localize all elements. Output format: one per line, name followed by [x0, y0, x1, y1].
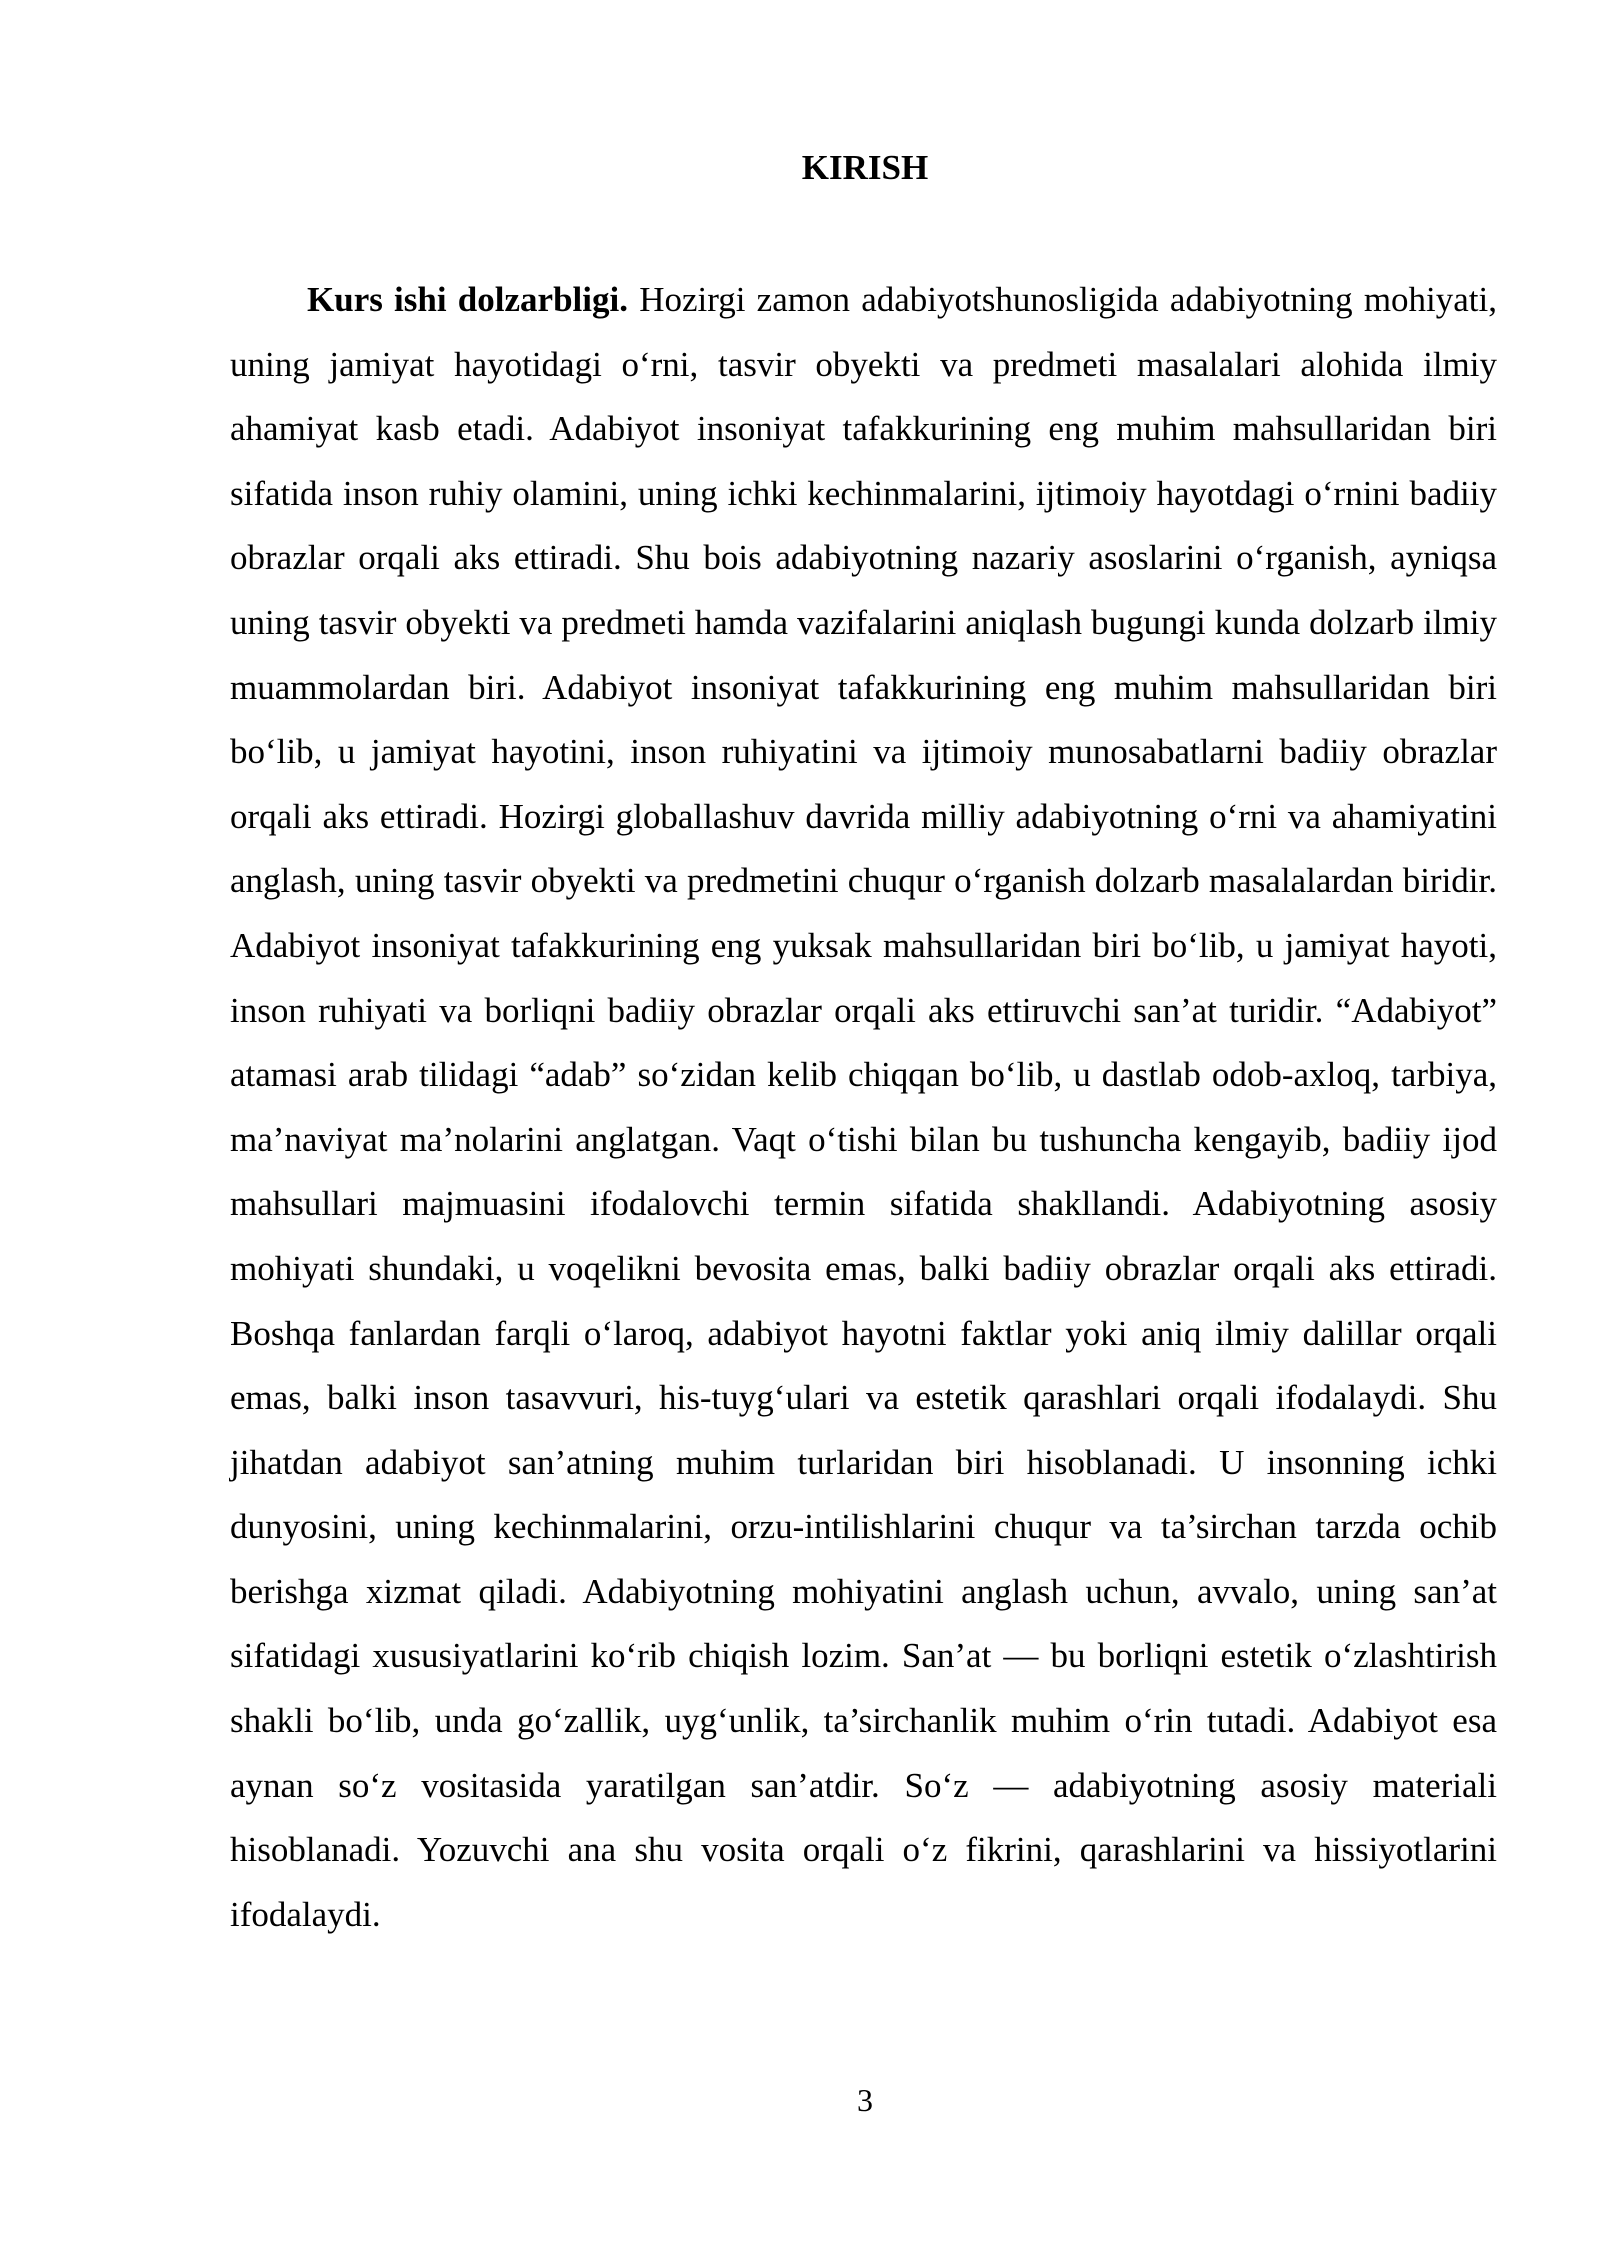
- page-number: 3: [857, 2082, 873, 2118]
- paragraph-lead: Kurs ishi dolzarbligi.: [307, 280, 628, 319]
- body-paragraph: [230, 268, 1497, 1947]
- paragraph-text: Hozirgi zamon adabiyotshunosligida adabiyotning mohiyati, uning jamiyat hayotidagi o‘rni, tasvir obyekti va predmeti masalalari alohida ilmiy ahamiyat kasb etadi. Adabiyot insoniyat tafakkurining eng muhim mahsullaridan biri sifatida inson ruhiy olamini, uning ichki kechinmalarini, ijtimoiy hayotdagi o‘rnini badiiy obrazlar orqali aks ettiradi. Shu bois adabiyotning nazariy asoslarini o‘rganish, ayniqsa uning tasvir obyekti va predmeti hamda vazifalarini aniqlash bugungi kunda dolzarb ilmiy muammolardan biri. Adabiyot insoniyat tafakkurining eng muhim mahsullaridan biri bo‘lib, u jamiyat hayotini, inson ruhiyatini va ijtimoiy munosabatlarni badiiy obrazlar orqali aks ettiradi. Hozirgi globallashuv davrida milliy adabiyotning o‘rni va ahamiyatini anglash, uning tasvir obyekti va predmetini chuqur o‘rganish dolzarb masalalardan biridir. Adabiyot insoniyat tafakkurining eng yuksak mahsullaridan biri bo‘lib, u jamiyat hayoti, inson ruhiyati va borliqni badiiy obrazlar orqali aks ettiruvchi san’at turidir. “Adabiyot” atamasi arab tilidagi “adab” so‘zidan kelib chiqqan bo‘lib, u dastlab odob-axloq, tarbiya, ma’naviyat ma’nolarini anglatgan. Vaqt o‘tishi bilan bu tushuncha kengayib, badiiy ijod mahsullari majmuasini ifodalovchi termin sifatida shakllandi. Adabiyotning asosiy mohiyati shundaki, u voqelikni bevosita emas, balki badiiy obrazlar orqali aks ettiradi. Boshqa fanlardan farqli o‘laroq, adabiyot hayotni faktlar yoki aniq ilmiy dalillar orqali emas, balki inson tasavvuri, his-tuyg‘ulari va estetik qarashlari orqali ifodalaydi. Shu jihatdan adabiyot san’atning muhim turlaridan biri hisoblanadi. U insonning ichki dunyosini, uning kechinmalarini, orzu-intilishlarini chuqur va ta’sirchan tarzda ochib berishga xizmat qiladi. Adabiyotning mohiyatini anglash uchun, avvalo, uning san’at sifatidagi xususiyatlarini ko‘rib chiqish lozim. San’at — bu borliqni estetik o‘zlashtirish shakli bo‘lib, unda go‘zallik, uyg‘unlik, ta’sirchanlik muhim o‘rin tutadi. Adabiyot esa aynan so‘z vositasida yaratilgan san’atdir. So‘z — adabiyotning asosiy materiali hisoblanadi. Yozuvchi ana shu vosita orqali o‘z fikrini, qarashlarini va hissiyotlarini ifodalaydi.: [230, 280, 1498, 1934]
- section-title: KIRISH: [801, 148, 929, 187]
